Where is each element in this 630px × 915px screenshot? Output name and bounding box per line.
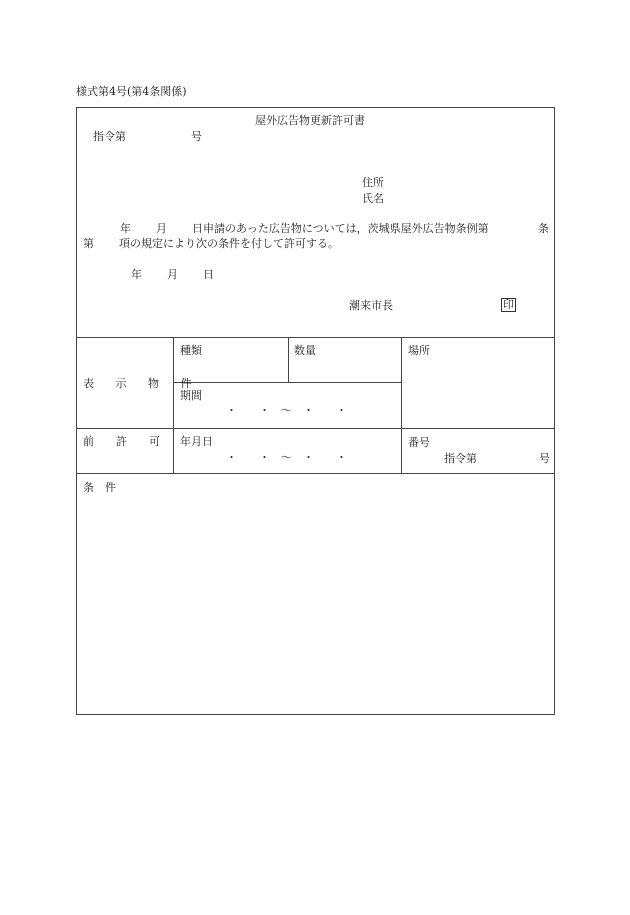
prev-permit-dates: ・ ・ ～ ・ ・: [226, 451, 347, 464]
conditions-label: 条 件: [83, 481, 116, 494]
issue-date-year: 年: [131, 268, 142, 281]
quantity-label: 数量: [294, 344, 316, 357]
divider-kind-quantity: [288, 337, 289, 382]
prev-permit-number-suffix: 号: [539, 452, 550, 465]
kind-label: 種類: [180, 344, 202, 357]
issue-date-month: 月: [167, 268, 178, 281]
location-label: 場所: [408, 344, 430, 357]
form-number: 様式第4号(第4条関係): [76, 85, 187, 98]
body-month: 月: [156, 222, 167, 235]
prev-permit-date-label: 年月日: [180, 435, 213, 448]
period-label: 期間: [180, 389, 202, 402]
body-line2-text: 項の規定により次の条件を付して許可する。: [119, 237, 339, 250]
document-title: 屋外広告物更新許可書: [255, 114, 365, 127]
seal-mark: [501, 298, 516, 312]
name-label: 氏名: [362, 192, 384, 205]
issuer-name: 潮来市長: [349, 299, 393, 312]
period-dates: ・ ・ ～ ・ ・: [226, 404, 347, 417]
issue-date-day: 日: [203, 268, 214, 281]
divider-upper-table: [76, 337, 555, 338]
prev-permit-number-label: 番号: [408, 436, 430, 449]
display-item-label: 表 示 物 件: [83, 377, 201, 390]
divider-label-column: [173, 337, 174, 473]
divider-prev-permit-row: [76, 428, 555, 429]
body-article: 条: [538, 222, 549, 235]
body-line1-text: 日申請のあった広告物については，茨城県屋外広告物条例第: [192, 222, 489, 235]
body-year: 年: [120, 222, 131, 235]
divider-location-column: [401, 337, 402, 473]
body-line2-start: 第: [83, 237, 94, 250]
seal-label: 印: [503, 298, 514, 311]
divider-conditions-row: [76, 473, 555, 474]
address-label: 住所: [362, 176, 384, 189]
directive-number-suffix: 号: [191, 130, 202, 143]
prev-permit-number-prefix: 指令第: [444, 452, 477, 465]
prev-permit-label: 前 許 可: [83, 435, 160, 448]
directive-number-prefix: 指令第: [93, 130, 126, 143]
divider-period-row: [173, 382, 401, 383]
